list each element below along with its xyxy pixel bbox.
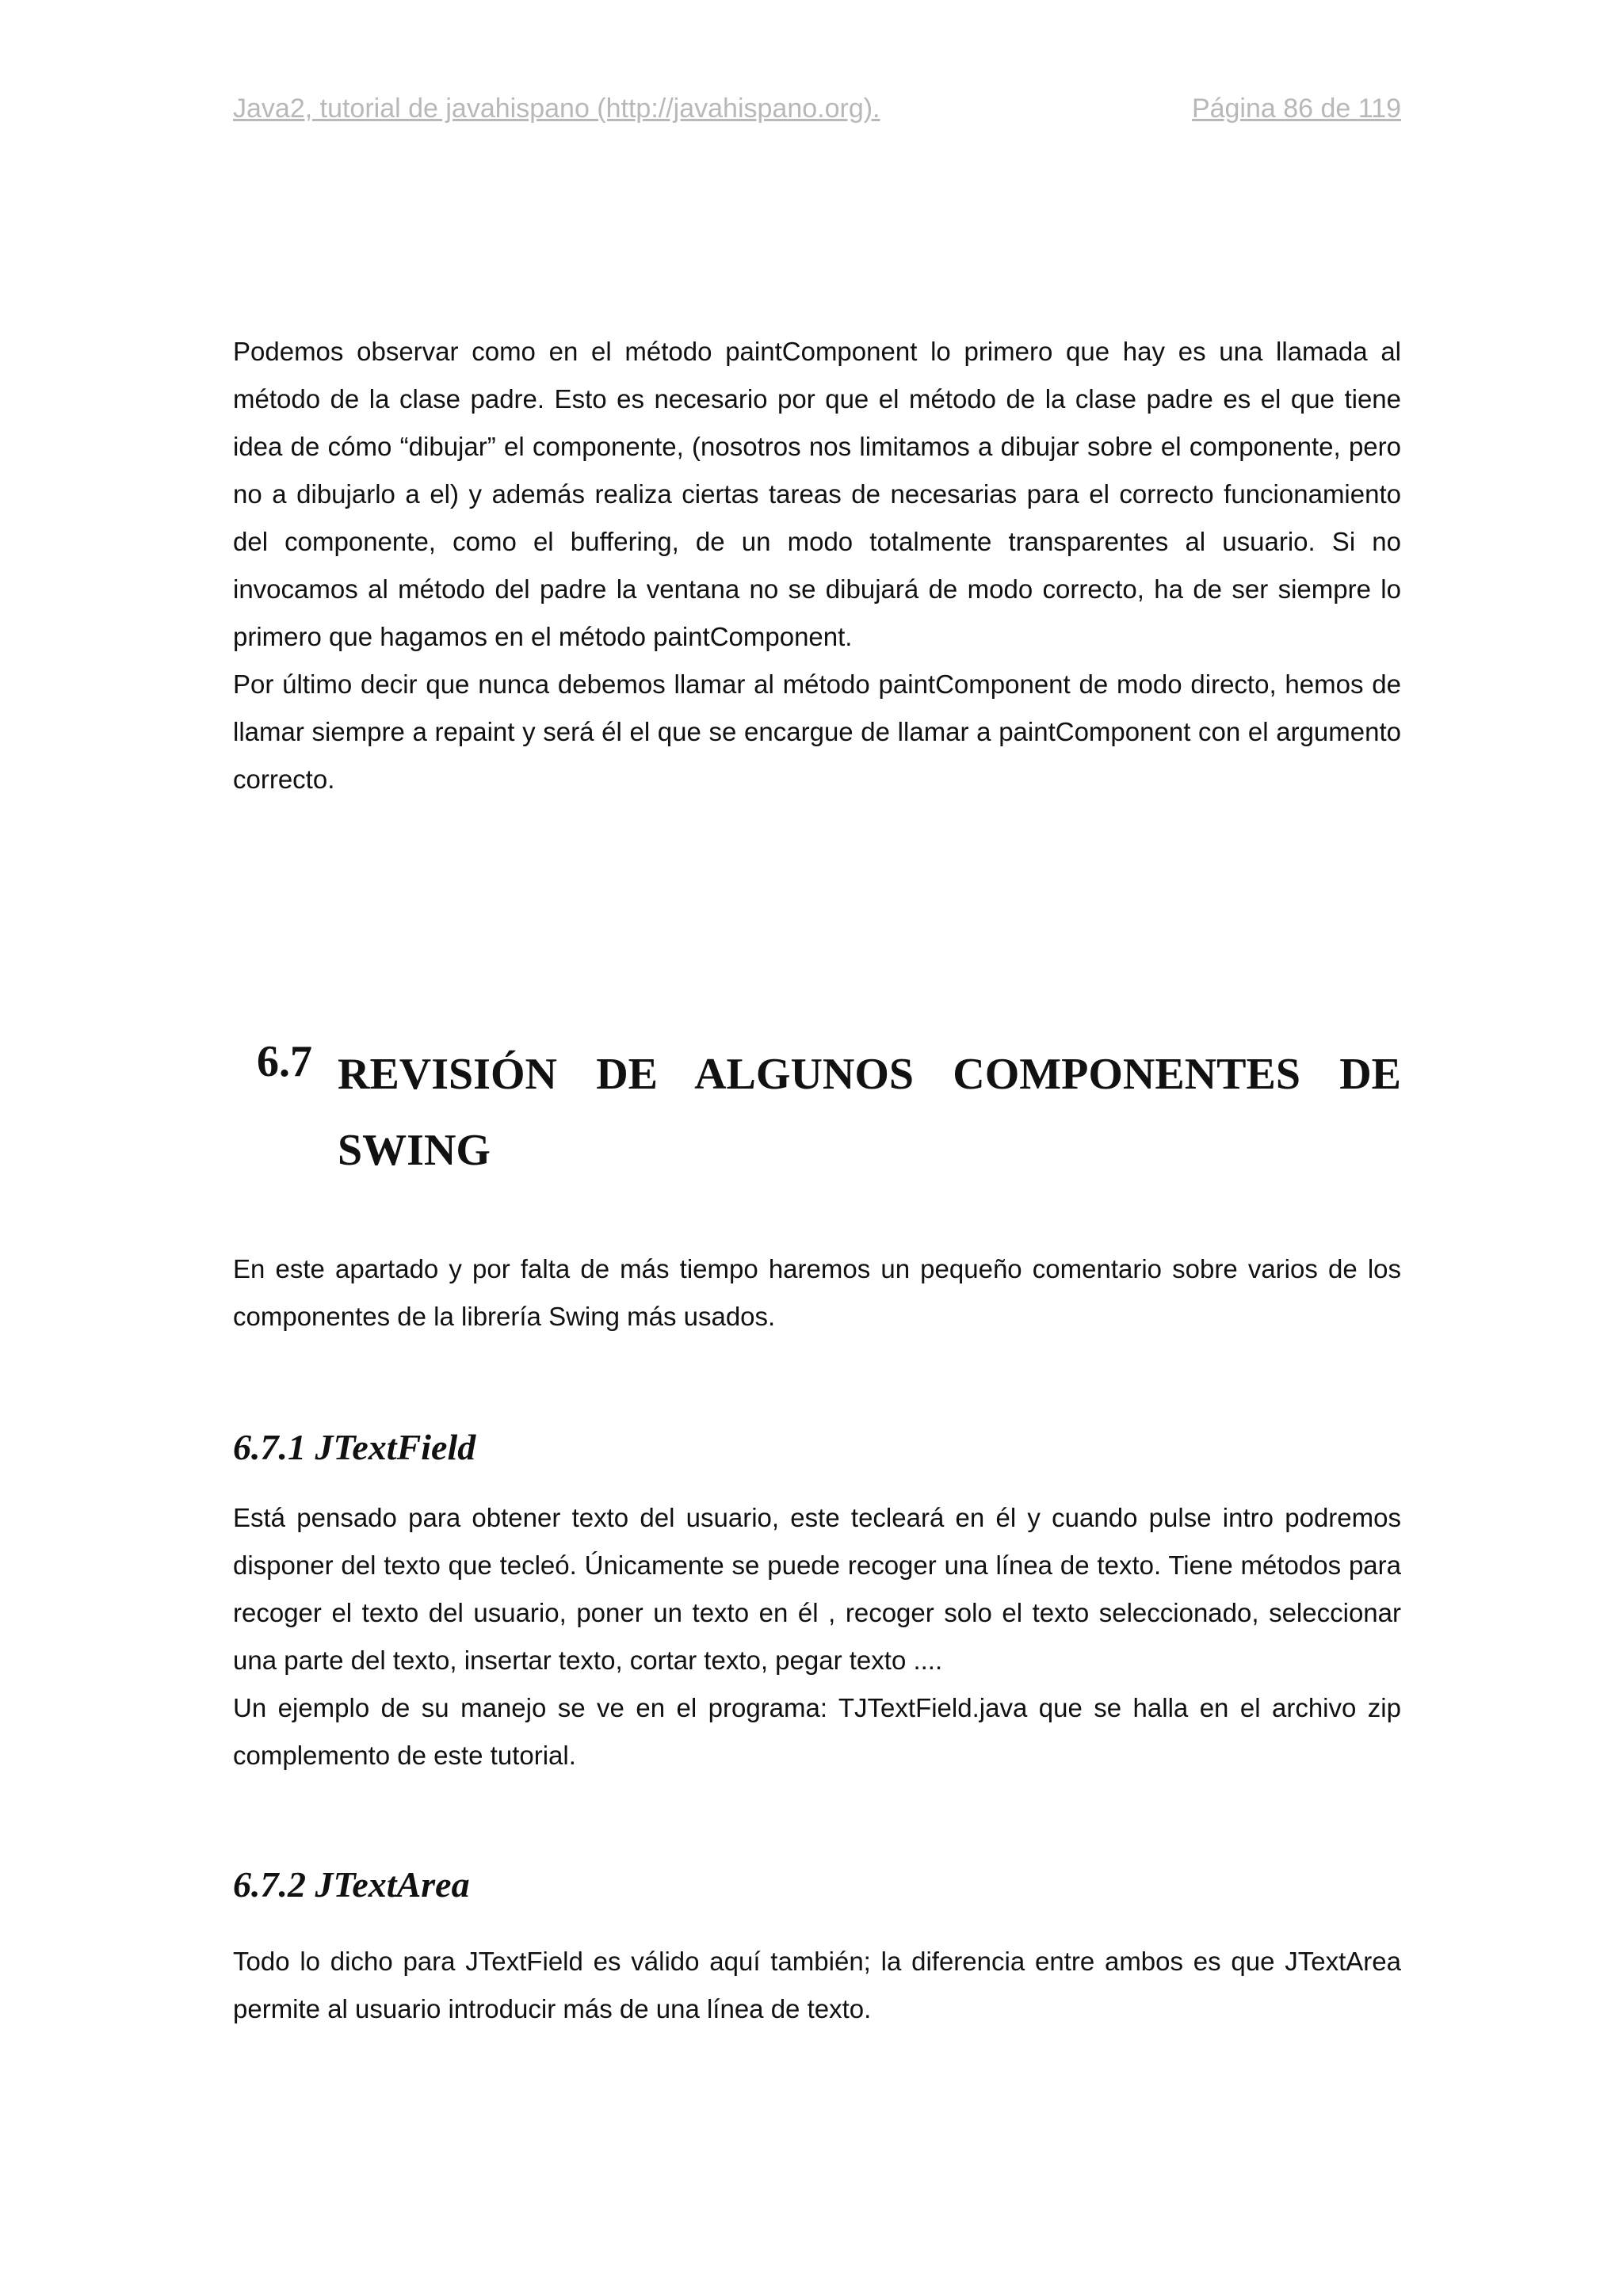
paragraph-text: En este apartado y por falta de más tiempo haremos un pequeño comentario sobre varios de los componentes de la librería Swing más usados. — [233, 1254, 1401, 1331]
subsection-heading-jtextfield: 6.7.1 JTextField — [233, 1427, 476, 1467]
paragraph-jtextfield — [233, 1494, 1401, 1779]
header-source-link[interactable]: Java2, tutorial de javahispano (http://javahispano.org). — [233, 93, 880, 124]
paragraph-jtextarea — [233, 1938, 1401, 2033]
paragraph-paintcomponent — [233, 328, 1401, 803]
section-title-line1: REVISIÓN DE ALGUNOS COMPONENTES DE — [338, 1050, 1401, 1099]
header-page-number: Página 86 de 119 — [1191, 93, 1401, 124]
section-number: 6.7 — [257, 1037, 312, 1086]
paragraph-text: Está pensado para obtener texto del usuario, este tecleará en él y cuando pulse intro podremos disponer del texto que tecleó. Únicamente se puede recoger una línea de texto. Tiene métodos para recoger el texto del usuario, poner un texto en él , recoger solo el texto seleccionado, seleccionar una parte del texto, insertar texto, cortar texto, pegar texto .... — [233, 1503, 1401, 1675]
paragraph-text: Por último decir que nunca debemos llamar al método paintComponent de modo directo, hemos de llamar siempre a repaint y será él el que se encargue de llamar a paintComponent con el argumento correcto. — [233, 669, 1401, 794]
paragraph-text: Podemos observar como en el método paintComponent lo primero que hay es una llamada al método de la clase padre. Esto es necesario por que el método de la clase padre es el que tiene idea de cómo “dibujar” el componente, (nosotros nos limitamos a dibujar sobre el componente, pero no a dibujarlo a el) y además realiza ciertas tareas de necesarias para el correcto funcionamiento del componente, como el buffering, de un modo totalmente transparentes al usuario. Si no invocamos al método del padre la ventana no se dibujará de modo correcto, ha de ser siempre lo primero que hagamos en el método paintComponent. — [233, 337, 1401, 651]
paragraph-text: Un ejemplo de su manejo se ve en el programa: TJTextField.java que se halla en el archivo zip complemento de este tutorial. — [233, 1693, 1401, 1770]
paragraph-text: Todo lo dicho para JTextField es válido aquí también; la diferencia entre ambos es que JTextArea permite al usuario introducir más de una línea de texto. — [233, 1947, 1401, 2023]
section-title-line2: SWING — [338, 1126, 491, 1175]
page-header — [233, 93, 1401, 133]
subsection-heading-jtextarea: 6.7.2 JTextArea — [233, 1864, 470, 1905]
paragraph-intro — [233, 1245, 1401, 1341]
